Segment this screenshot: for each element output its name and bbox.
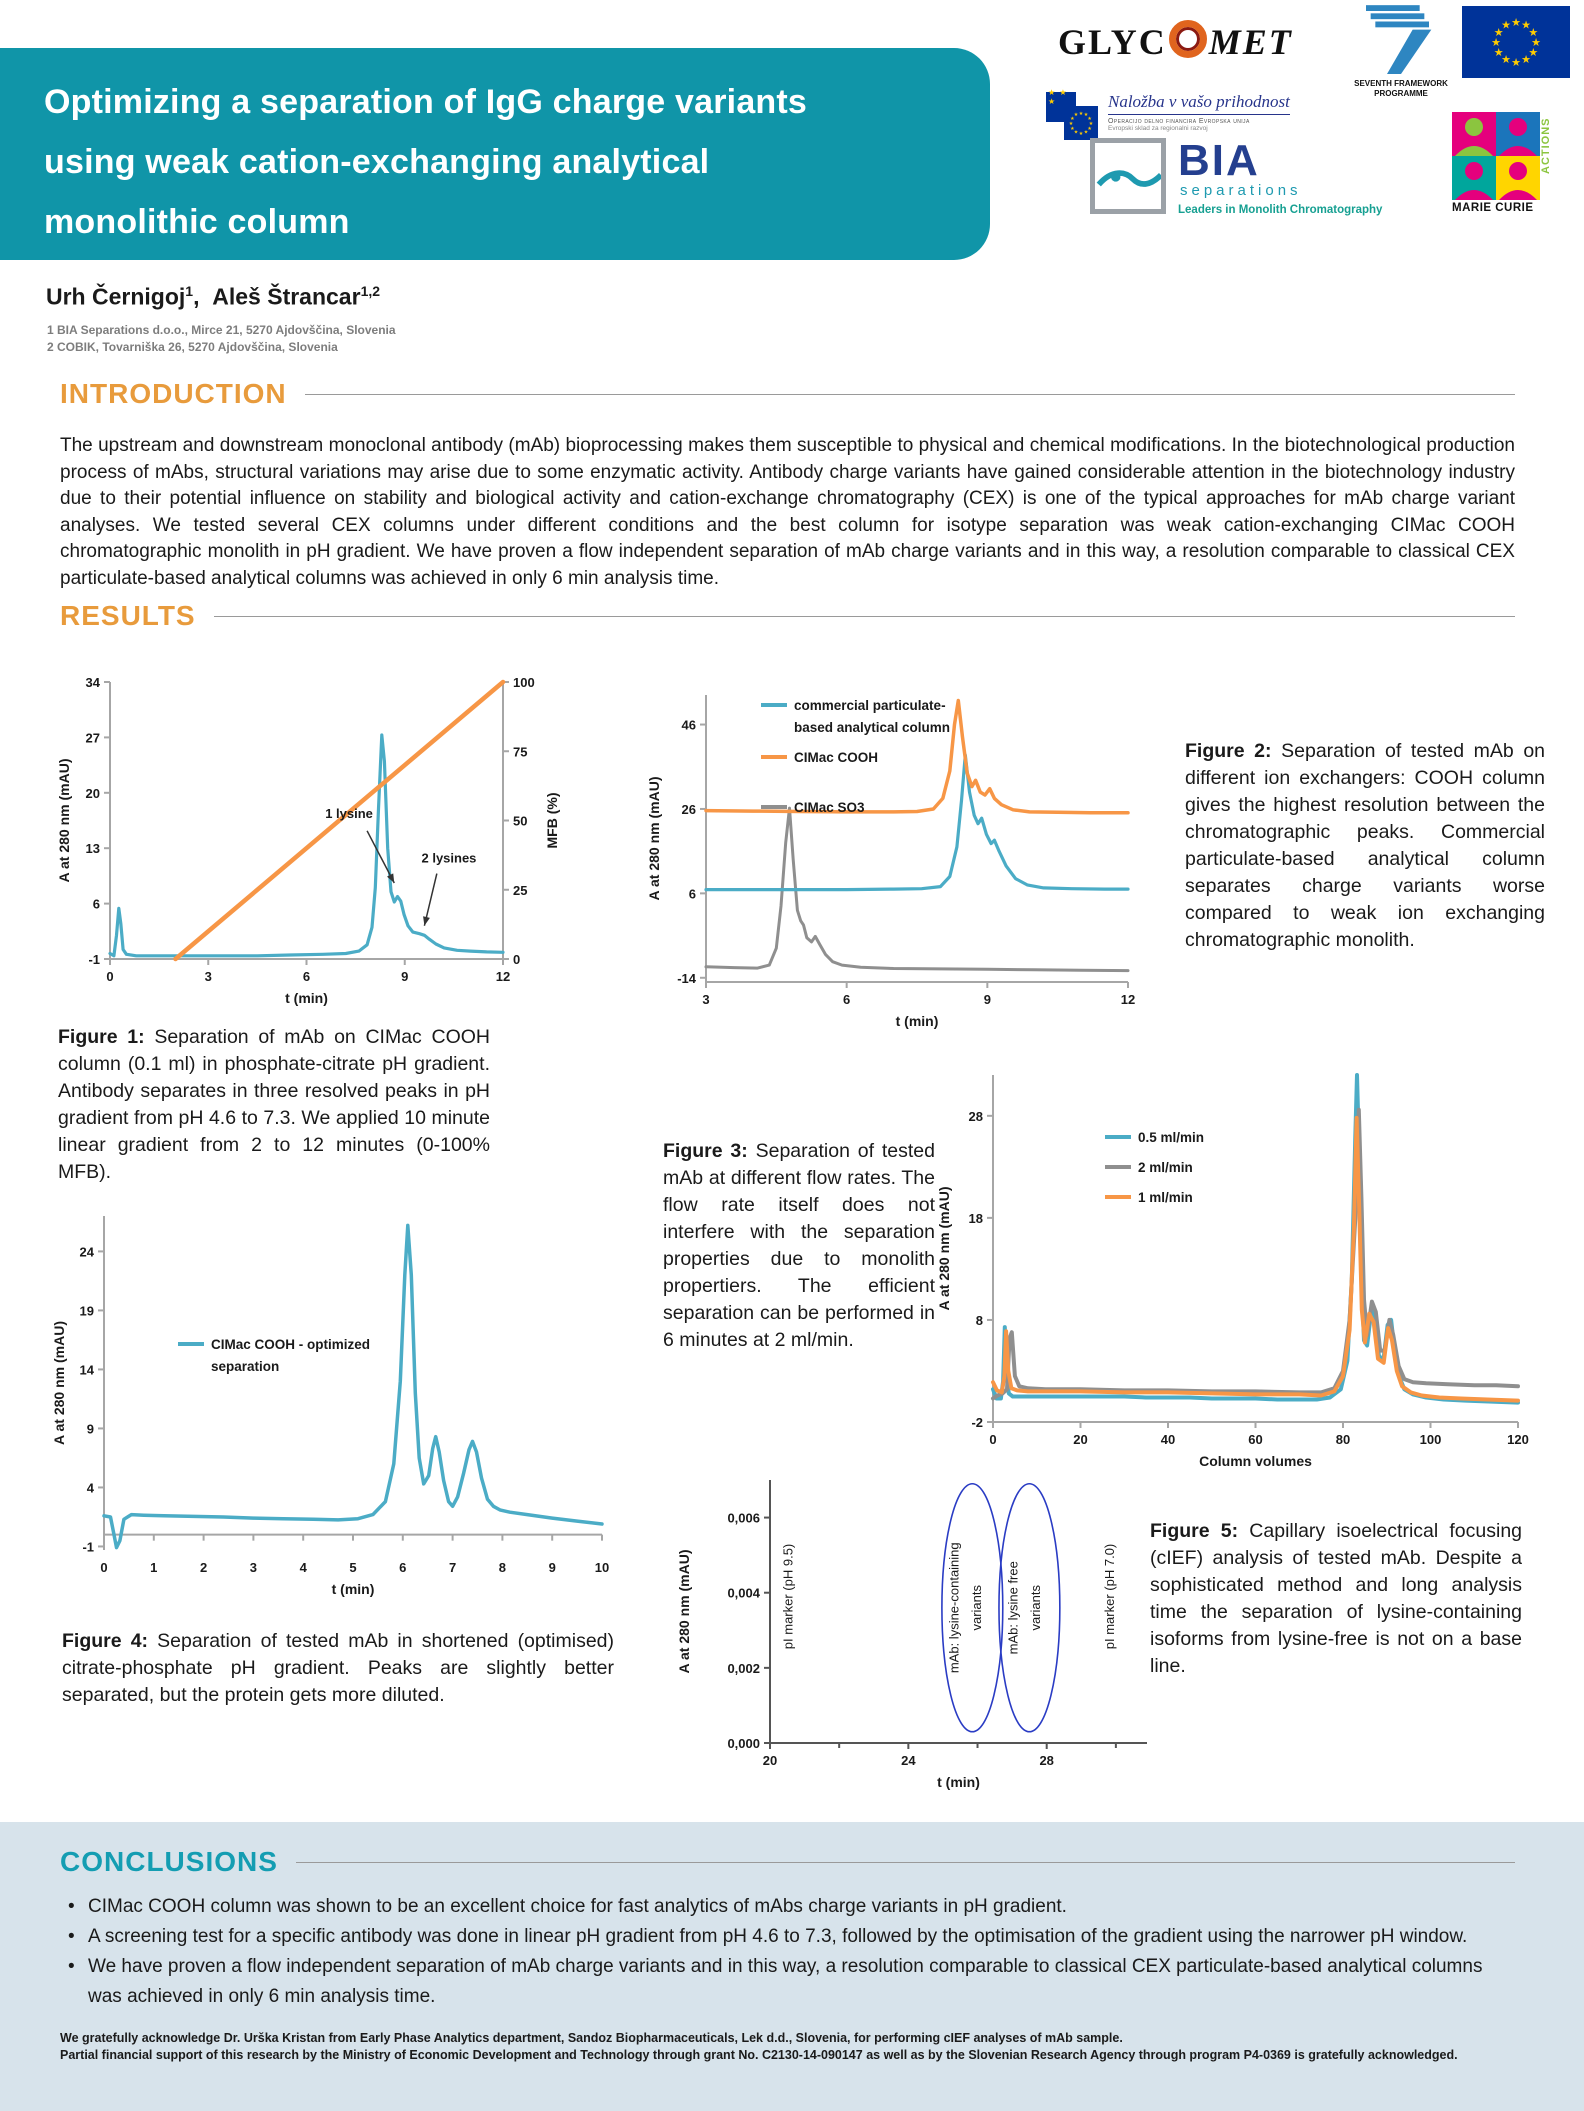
svg-text:28: 28 — [1039, 1753, 1054, 1768]
figure2-chart — [645, 690, 1145, 1045]
svg-text:28: 28 — [968, 1108, 983, 1124]
author-2: Aleš Štrancar — [212, 283, 361, 310]
svg-text:12: 12 — [495, 969, 511, 984]
svg-text:t (min): t (min) — [895, 1013, 939, 1029]
glycomet-text-1: GLYC — [1058, 22, 1167, 62]
svg-text:★: ★ — [1511, 16, 1521, 29]
svg-text:20: 20 — [1073, 1432, 1088, 1447]
figure1-caption-text: Separation of mAb on CIMac COOH column (0.1 ml) in phosphate-citrate pH gradient. Antibody separates in three resolved peaks in pH gradient from pH 4.6 to 7.3. We applied 10 minute linear gradient from 2 to 12 minutes (0-100% MFB). — [58, 1025, 491, 1183]
svg-text:★: ★ — [1083, 129, 1089, 136]
figure3-caption-label: Figure 3: — [663, 1139, 748, 1162]
figure3-caption-text: Separation of tested mAb at different flow rates. The flow rate itself does not interfere with the separation properties due to monolith propertiers. The efficient separation can be performed in 6 minutes at 2 ml/min. — [663, 1139, 935, 1351]
conclusions-heading: CONCLUSIONS — [60, 1846, 278, 1877]
svg-text:4: 4 — [86, 1480, 94, 1496]
svg-text:12: 12 — [1120, 992, 1136, 1007]
svg-text:18: 18 — [968, 1210, 983, 1226]
svg-text:9: 9 — [983, 992, 991, 1007]
svg-text:★: ★ — [1501, 19, 1511, 32]
svg-text:t (min): t (min) — [331, 1581, 375, 1597]
svg-text:pI marker (pH 7.0): pI marker (pH 7.0) — [1102, 1543, 1118, 1650]
svg-text:★: ★ — [1493, 46, 1504, 59]
svg-text:CIMac SO3: CIMac SO3 — [794, 800, 865, 815]
svg-text:★: ★ — [1528, 26, 1539, 39]
conclusions-heading-row — [60, 1846, 1515, 1878]
svg-text:2: 2 — [199, 1560, 208, 1575]
affiliation-2: 2 COBIK, Tovarniška 26, 5270 Ajdovščina, Slovenia — [47, 340, 338, 354]
svg-text:★: ★ — [1087, 125, 1092, 132]
svg-text:27: 27 — [85, 730, 100, 746]
figure2-caption — [1185, 738, 1545, 954]
marie-curie-name: MARIE CURIE — [1452, 202, 1534, 214]
svg-text:★: ★ — [1087, 115, 1092, 122]
svg-text:9: 9 — [548, 1560, 556, 1575]
svg-text:6: 6 — [688, 886, 696, 902]
svg-text:120: 120 — [1507, 1432, 1529, 1447]
svg-text:1 lysine: 1 lysine — [325, 806, 373, 822]
svg-text:2 lysines: 2 lysines — [421, 850, 477, 866]
bia-wave-icon — [1090, 138, 1166, 214]
svg-text:6: 6 — [92, 896, 100, 912]
svg-text:MFB (%): MFB (%) — [544, 792, 560, 849]
nalozba-title: Naložba v vašo prihodnost — [1108, 92, 1290, 115]
svg-text:-1: -1 — [88, 952, 100, 967]
svg-text:pI marker (pH 9.5): pI marker (pH 9.5) — [780, 1543, 796, 1650]
svg-text:40: 40 — [1160, 1432, 1176, 1447]
svg-text:20: 20 — [85, 785, 100, 801]
svg-text:13: 13 — [85, 841, 100, 857]
svg-text:19: 19 — [79, 1303, 94, 1319]
svg-text:based analytical column: based analytical column — [794, 720, 951, 735]
acknowledgement-line2: Partial financial support of this research by the Ministry of Economic Development and Technology through grant No. C2130-14-090147 as well as by the Slovenian Research Agency through program P4-0369 is gratefully acknowledged. — [60, 2048, 1458, 2062]
svg-text:3: 3 — [702, 992, 710, 1007]
figure4-caption-text: Separation of tested mAb in shortened (optimised) citrate-phosphate pH gradient. Peaks are slightly better separated, but the protein gets more diluted. — [62, 1629, 615, 1706]
figure3-caption — [663, 1138, 935, 1354]
figure5-caption — [1150, 1518, 1522, 1680]
svg-text:20: 20 — [762, 1753, 778, 1768]
conclusions-rule — [296, 1862, 1515, 1863]
fp7-label-line2: PROGRAMME — [1374, 89, 1428, 98]
figure5-caption-label: Figure 5: — [1150, 1519, 1239, 1542]
figure1-caption — [58, 1024, 490, 1186]
svg-text:variants: variants — [1027, 1584, 1043, 1631]
svg-text:1 ml/min: 1 ml/min — [1138, 1190, 1193, 1205]
svg-text:★: ★ — [1073, 112, 1079, 119]
svg-text:★: ★ — [1491, 36, 1501, 49]
introduction-text: The upstream and downstream monoclonal antibody (mAb) bioprocessing makes them susceptible to physical and chemical modifications. In the biotechnological production process of mAbs, structural variations may arise due to some enzymatic activity. Antibody charge variants have gained considerable attention in the biotechnology industry due to their potential influence on stability and biological activity and cation-exchange chromatography (CEX) is one of the typical approaches for mAb charge variant analyses. We tested several CEX columns under different conditions and the best column for isotype separation was weak cation-exchanging CIMac COOH chromatographic monolith in pH gradient. We have proven a flow independent separation of mAb charge variants and in this way, a resolution comparable to classical CEX particulate-based analytical columns was achieved in only 6 min analysis time. — [60, 435, 1515, 589]
conclusion-item-3: • We have proven a flow independent separation of mAb charge variants and in this way, a resolution comparable to classical CEX particulate-based analytical columns was achieved in only 6 min analysis time. — [60, 1952, 1520, 2012]
svg-text:-2: -2 — [971, 1415, 983, 1430]
author-1-affmark: 1 — [185, 283, 194, 299]
eu-flag-icon — [1462, 6, 1570, 83]
svg-text:100: 100 — [1419, 1432, 1442, 1447]
svg-text:A at 280 nm (mAU): A at 280 nm (mAU) — [676, 1549, 692, 1674]
author-separator: , — [193, 283, 200, 310]
results-heading: RESULTS — [60, 600, 196, 631]
svg-text:6: 6 — [843, 992, 851, 1007]
svg-text:★: ★ — [1088, 120, 1094, 127]
figure4-caption — [62, 1628, 614, 1709]
svg-text:-14: -14 — [677, 970, 696, 986]
svg-text:★: ★ — [1083, 112, 1089, 119]
marie-curie-actions-label: ACTIONS — [1540, 117, 1552, 174]
figure4-caption-label: Figure 4: — [62, 1629, 149, 1652]
svg-text:★: ★ — [1070, 115, 1075, 122]
svg-text:CIMac COOH - optimized: CIMac COOH - optimized — [211, 1337, 371, 1352]
bia-logo — [1090, 138, 1510, 218]
affiliation-1: 1 BIA Separations d.o.o., Mirce 21, 5270 Ajdovščina, Slovenia — [47, 323, 396, 337]
svg-text:★: ★ — [1078, 130, 1084, 137]
acknowledgements — [60, 2030, 1524, 2064]
svg-text:1: 1 — [150, 1560, 158, 1575]
conclusions-panel — [0, 1822, 1584, 2111]
svg-text:10: 10 — [594, 1560, 610, 1575]
svg-text:0,006: 0,006 — [727, 1510, 760, 1526]
author-1: Urh Černigoj — [46, 283, 186, 310]
svg-text:8: 8 — [975, 1312, 983, 1328]
svg-text:t (min): t (min) — [937, 1774, 980, 1790]
author-2-affmark: 1,2 — [360, 283, 381, 299]
svg-text:0: 0 — [513, 952, 521, 967]
svg-text:75: 75 — [513, 744, 528, 760]
svg-text:A at 280 nm (mAU): A at 280 nm (mAU) — [936, 1186, 952, 1311]
svg-text:★: ★ — [1521, 54, 1531, 67]
svg-text:0: 0 — [106, 969, 114, 984]
svg-text:3: 3 — [204, 969, 212, 984]
svg-text:7: 7 — [448, 1560, 457, 1575]
fp7-label-line1: SEVENTH FRAMEWORK — [1354, 79, 1448, 88]
svg-text:60: 60 — [1248, 1432, 1263, 1447]
results-heading-row — [60, 600, 1515, 632]
glycomet-text-2: MET — [1208, 22, 1293, 62]
svg-text:variants: variants — [968, 1584, 984, 1631]
svg-text:Column volumes: Column volumes — [1199, 1453, 1312, 1469]
svg-text:commercial particulate-: commercial particulate- — [794, 698, 946, 713]
svg-text:46: 46 — [681, 717, 696, 733]
svg-text:26: 26 — [681, 801, 696, 817]
svg-text:6: 6 — [302, 969, 311, 984]
svg-text:80: 80 — [1335, 1432, 1351, 1447]
svg-text:0,000: 0,000 — [727, 1736, 760, 1751]
figure1-chart — [55, 672, 565, 1022]
svg-text:24: 24 — [901, 1753, 916, 1768]
svg-text:★: ★ — [1073, 129, 1079, 136]
svg-text:3: 3 — [249, 1560, 258, 1575]
svg-text:CIMac COOH: CIMac COOH — [794, 750, 879, 765]
svg-text:0,002: 0,002 — [727, 1660, 760, 1676]
svg-text:0: 0 — [989, 1432, 997, 1447]
svg-text:A at 280 nm (mAU): A at 280 nm (mAU) — [56, 758, 72, 883]
glycomet-ring-icon — [1169, 20, 1207, 58]
svg-text:★: ★ — [1493, 26, 1504, 39]
svg-text:34: 34 — [85, 675, 100, 690]
svg-text:9: 9 — [86, 1421, 94, 1437]
svg-text:★: ★ — [1521, 19, 1531, 32]
nalozba-subtitle2: Evropski sklad za regionalni razvoj — [1108, 125, 1208, 132]
svg-text:A at 280 nm (mAU): A at 280 nm (mAU) — [51, 1321, 67, 1445]
svg-text:★: ★ — [1511, 56, 1521, 69]
svg-text:0,004: 0,004 — [727, 1585, 760, 1601]
bia-name: BIA — [1178, 136, 1260, 185]
introduction-rule — [305, 394, 1515, 395]
poster-title-line1: Optimizing a separation of IgG charge variants — [44, 83, 808, 121]
svg-text:24: 24 — [79, 1244, 94, 1260]
figure2-caption-label: Figure 2: — [1185, 739, 1272, 762]
svg-text:5: 5 — [349, 1560, 357, 1575]
nalozba-stars: ★ ★ ★ — [1048, 88, 1068, 106]
svg-text:-1: -1 — [82, 1539, 94, 1555]
svg-text:mAb: lysine free: mAb: lysine free — [1005, 1561, 1021, 1655]
conclusions-list — [60, 1892, 1520, 2012]
fp7-logo — [1336, 4, 1466, 99]
svg-text:A at 280 nm (mAU): A at 280 nm (mAU) — [646, 776, 662, 901]
svg-text:★: ★ — [1531, 36, 1541, 49]
fp7-seven-icon — [1363, 4, 1439, 74]
svg-text:★: ★ — [1068, 120, 1074, 127]
authors-line — [46, 283, 380, 311]
svg-text:★: ★ — [1078, 110, 1084, 117]
conclusion-item-2: • A screening test for a specific antibody was done in linear pH gradient from pH 4.6 to 7.3, followed by the optimisation of the gradient using the narrower pH window. — [60, 1922, 1520, 1952]
figure1-caption-label: Figure 1: — [58, 1025, 145, 1048]
figure3-chart — [935, 1065, 1530, 1490]
nalozba-subtitle1: Operacijo delno financira Evropska unija — [1108, 118, 1250, 125]
svg-text:t (min): t (min) — [285, 990, 328, 1006]
svg-text:50: 50 — [513, 813, 528, 829]
glycomet-logo — [1058, 20, 1293, 63]
title-banner — [0, 48, 990, 260]
svg-text:0.5 ml/min: 0.5 ml/min — [1138, 1130, 1205, 1145]
bia-separations-label: separations — [1180, 182, 1302, 199]
svg-text:25: 25 — [513, 882, 528, 898]
svg-text:separation: separation — [211, 1359, 280, 1374]
figure5-chart — [675, 1470, 1160, 1815]
svg-text:mAb: lysine-containing: mAb: lysine-containing — [946, 1542, 962, 1674]
introduction-heading: INTRODUCTION — [60, 378, 287, 409]
marie-curie-logo — [1452, 112, 1564, 214]
figure4-chart — [50, 1206, 615, 1621]
svg-text:9: 9 — [401, 969, 409, 984]
figure2-caption-text: Separation of tested mAb on different ion exchangers: COOH column gives the highest resolution between the chromatographic peaks. Commercial particulate-based analytical column separates charge variants worse compared to weak ion exchanging chromatographic monolith. — [1185, 739, 1546, 951]
svg-text:100: 100 — [513, 675, 535, 690]
svg-text:14: 14 — [79, 1362, 94, 1378]
affiliations — [47, 322, 396, 356]
svg-text:8: 8 — [498, 1560, 507, 1575]
results-rule — [214, 616, 1515, 617]
svg-text:★: ★ — [1501, 54, 1511, 67]
poster-title-line3: monolithic column — [44, 203, 350, 241]
acknowledgement-line1: We gratefully acknowledge Dr. Urška Kristan from Early Phase Analytics department, Sandoz Biopharmaceuticals, Lek d.d., Slovenia, for performing cIEF analyses of mAb sample. — [60, 2031, 1123, 2045]
svg-text:★: ★ — [1070, 125, 1075, 132]
conclusion-item-1: • CIMac COOH column was shown to be an excellent choice for fast analytics of mAbs charge variants in pH gradient. — [60, 1892, 1520, 1922]
introduction-heading-row — [60, 378, 1515, 410]
svg-text:0: 0 — [100, 1560, 108, 1575]
svg-text:4: 4 — [299, 1560, 307, 1575]
figure5-caption-text: Capillary isoelectrical focusing (cIEF) analysis of tested mAb. Despite a sophisticated method and long analysis time the separation of lysine-containing isoforms from lysine-free is not on a base line. — [1150, 1519, 1523, 1677]
svg-text:6: 6 — [399, 1560, 407, 1575]
poster-title-line2: using weak cation-exchanging analytical — [44, 143, 710, 181]
bia-tagline: Leaders in Monolith Chromatography — [1178, 204, 1383, 216]
svg-text:2 ml/min: 2 ml/min — [1138, 1160, 1193, 1175]
svg-text:★: ★ — [1528, 46, 1539, 59]
